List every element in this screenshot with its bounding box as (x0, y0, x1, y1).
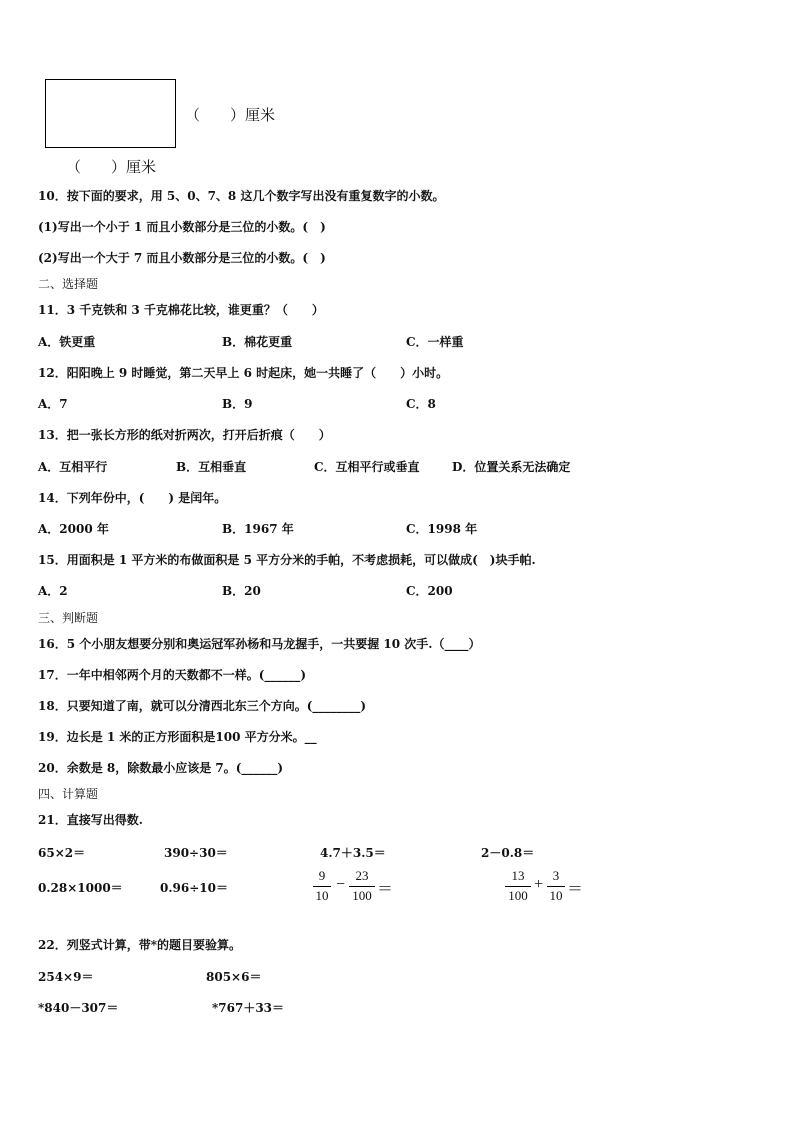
equals-sign: ＝ (567, 881, 584, 898)
fraction-13-100 (505, 868, 531, 904)
fraction-numerator: 23 (355, 868, 369, 883)
question-10-stem: 10．按下面的要求，用 5、0、7、8 这几个数字写出没有重复数字的小数。 (38, 189, 445, 203)
question-12-stem: 12．阳阳晚上 9 时睡觉，第二天早上 6 时起床，她一共睡了（ ）小时。 (38, 366, 449, 380)
question-12-option-a: A．7 (38, 397, 68, 411)
fraction-numerator: 9 (318, 868, 326, 883)
question-17: 17．一年中相邻两个月的天数都不一样。(______) (38, 668, 307, 682)
question-11-stem: 11．3 千克铁和 3 千克棉花比较，谁更重？（ ） (38, 303, 324, 317)
fraction-denominator: 10 (315, 888, 329, 903)
plus-operator: + (534, 876, 544, 893)
figure-bottom-label: （ ）厘米 (66, 158, 157, 176)
question-12-option-c: C．8 (406, 397, 436, 411)
question-12-option-b: B．9 (222, 397, 253, 411)
question-18: 18．只要知道了南，就可以分清西北东三个方向。(________) (38, 699, 367, 713)
fraction-bar (313, 886, 331, 887)
question-10-sub2: (2)写出一个大于 7 而且小数部分是三位的小数。( ) (38, 251, 326, 265)
question-13-option-c: C．互相平行或垂直 (314, 460, 420, 474)
question-14-option-a: A．2000 年 (38, 522, 109, 536)
fraction-bar (547, 886, 565, 887)
equals-sign: ＝ (377, 881, 394, 898)
fraction-bar (349, 886, 375, 887)
question-15-option-a: A．2 (38, 584, 68, 598)
vertical-calc-3: *840－307＝ (38, 1001, 119, 1015)
fraction-denominator: 100 (508, 888, 528, 903)
question-15-option-c: C．200 (406, 584, 453, 598)
question-14-stem: 14．下列年份中，( ) 是闰年。 (38, 491, 227, 505)
fraction-23-100 (349, 868, 375, 904)
figure-right-label: （ ）厘米 (185, 106, 276, 124)
vertical-calc-4: *767＋33＝ (212, 1001, 285, 1015)
calc-expression-5: 0.28×1000＝ (38, 881, 123, 895)
fraction-denominator: 10 (549, 888, 563, 903)
question-11-option-c: C．一样重 (406, 335, 464, 349)
question-14-option-b: B．1967 年 (222, 522, 294, 536)
calc-expression-6: 0.96÷10＝ (160, 881, 228, 895)
question-15-option-b: B．20 (222, 584, 261, 598)
calc-expression-3: 4.7＋3.5＝ (320, 846, 386, 860)
question-21-stem: 21．直接写出得数. (38, 813, 143, 827)
question-14-option-c: C．1998 年 (406, 522, 478, 536)
question-22-stem: 22．列竖式计算，带*的题目要验算。 (38, 938, 241, 952)
section-heading-choice: 二、选择题 (38, 277, 99, 291)
fraction-bar (505, 886, 531, 887)
question-16: 16．5 个小朋友想要分别和奥运冠军孙杨和马龙握手，一共要握 10 次手.（____） (38, 637, 481, 651)
section-heading-calculation: 四、计算题 (38, 787, 99, 801)
calc-expression-4: 2－0.8＝ (481, 846, 535, 860)
calc-expression-1: 65×2＝ (38, 846, 86, 860)
question-13-stem: 13．把一张长方形的纸对折两次，打开后折痕（ ） (38, 428, 331, 442)
question-13-option-a: A．互相平行 (38, 460, 108, 474)
rectangle-figure (45, 79, 176, 148)
fraction-denominator: 100 (352, 888, 372, 903)
fraction-numerator: 3 (552, 868, 560, 883)
vertical-calc-2: 805×6＝ (206, 970, 262, 984)
question-13-option-b: B．互相垂直 (176, 460, 247, 474)
question-10-sub1: (1)写出一个小于 1 而且小数部分是三位的小数。( ) (38, 220, 326, 234)
minus-operator: − (336, 876, 346, 893)
question-11-option-a: A．铁更重 (38, 335, 96, 349)
question-11-option-b: B．棉花更重 (222, 335, 293, 349)
question-15-stem: 15．用面积是 1 平方米的布做面积是 5 平方分米的手帕，不考虑损耗，可以做成( )块手帕. (38, 553, 536, 567)
fraction-9-10 (313, 868, 331, 904)
vertical-calc-1: 254×9＝ (38, 970, 94, 984)
question-20: 20．余数是 8，除数最小应该是 7。(______) (38, 761, 284, 775)
calc-expression-2: 390÷30＝ (164, 846, 228, 860)
section-heading-judgement: 三、判断题 (38, 611, 99, 625)
question-13-option-d: D．位置关系无法确定 (452, 460, 571, 474)
question-19: 19．边长是 1 米的正方形面积是100 平方分米。__ (38, 730, 317, 744)
fraction-3-10 (547, 868, 565, 904)
fraction-numerator: 13 (511, 868, 525, 883)
